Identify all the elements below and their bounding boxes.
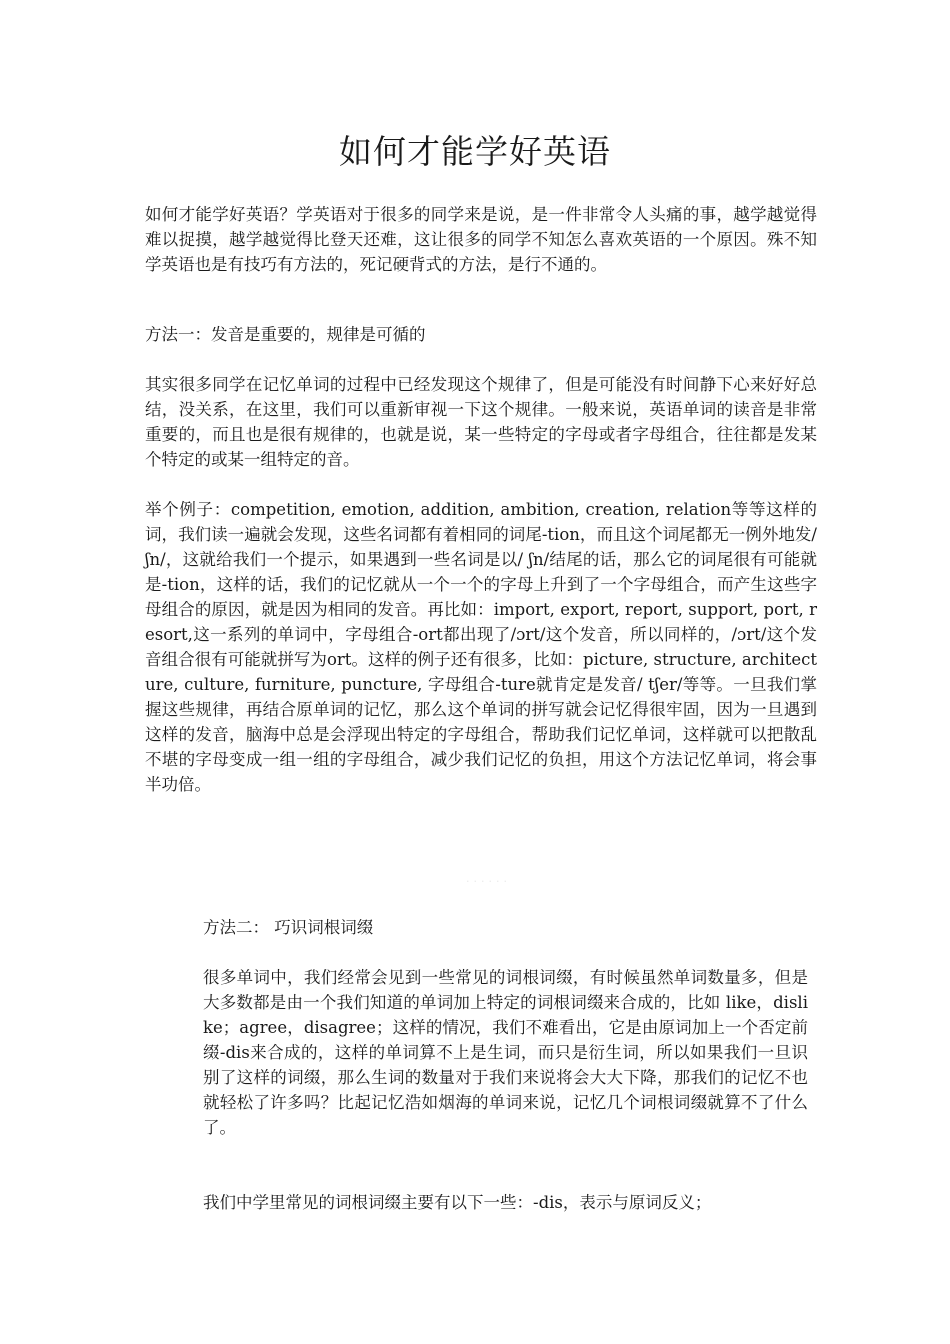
faint-mark: ......: [466, 872, 511, 885]
document-title: 如何才能学好英语: [339, 132, 611, 171]
method1-heading: 方法一：发音是重要的，规律是可循的: [145, 325, 426, 344]
method1-paragraph-1: 其实很多同学在记忆单词的过程中已经发现这个规律了，但是可能没有时间静下心来好好总结，没关系，在这里，我们可以重新审视一下这个规律。一般来说，英语单词的读音是非常重要的，而且也是很有规律的，也就是说，某一些特定的字母或者字母组合，往往都是发某个特定的或某一组特定的音。: [145, 375, 817, 469]
method1-paragraph-2: 举个例子：competition, emotion, addition, ambition, creation, relation等等这样的词，我们读一遍就会发现，这些名词都有着相同的词尾-tion，而且这个词尾都无一例外地发/ ʃn/，这就给我们一个提示，如果遇到一些名词是以/ ʃn/结尾的话，那么它的词尾很有可能就是-tion，这样的话，我们的记忆就从一个一个的字母上升到了一个字母组合，而产生这些字母组合的原因，就是因为相同的发音。再比如：import, export, report, support, port, resort,这一系列的单词中，字母组合-ort都出现了/ɔrt/这个发音，所以同样的，/ɔrt/这个发音组合很有可能就拼写为ort。这样的例子还有很多，比如：picture, structure, architecture, culture, furniture, puncture, 字母组合-ture就肯定是发音/ tʃer/等等。一旦我们掌握这些规律，再结合原单词的记忆，那么这个单词的拼写就会记忆得很牢固，因为一旦遇到这样的发音，脑海中总是会浮现出特定的字母组合，帮助我们记忆单词，这样就可以把散乱不堪的字母变成一组一组的字母组合，减少我们记忆的负担，用这个方法记忆单词，将会事半功倍。: [145, 500, 817, 794]
intro-paragraph: 如何才能学好英语？学英语对于很多的同学来是说，是一件非常令人头痛的事，越学越觉得难以捉摸，越学越觉得比登天还难，这让很多的同学不知怎么喜欢英语的一个原因。殊不知学英语也是有技巧有方法的，死记硬背式的方法，是行不通的。: [145, 205, 817, 274]
method2-heading: 方法二： 巧识词根词缀: [203, 918, 374, 937]
method2-paragraph-1: 很多单词中，我们经常会见到一些常见的词根词缀，有时候虽然单词数量多，但是大多数都是由一个我们知道的单词加上特定的词根词缀来合成的，比如 like，dislike；agree，disagree；这样的情况，我们不难看出，它是由原词加上一个否定前缀-dis来合成的，这样的单词算不上是生词，而只是衍生词，所以如果我们一旦识别了这样的词缀，那么生词的数量对于我们来说将会大大下降，那我们的记忆不也就轻松了许多吗？比起记忆浩如烟海的单词来说，记忆几个词根词缀就算不了什么了。: [203, 968, 808, 1137]
method2-paragraph-2: 我们中学里常见的词根词缀主要有以下一些：-dis，表示与原词反义；: [203, 1193, 712, 1212]
